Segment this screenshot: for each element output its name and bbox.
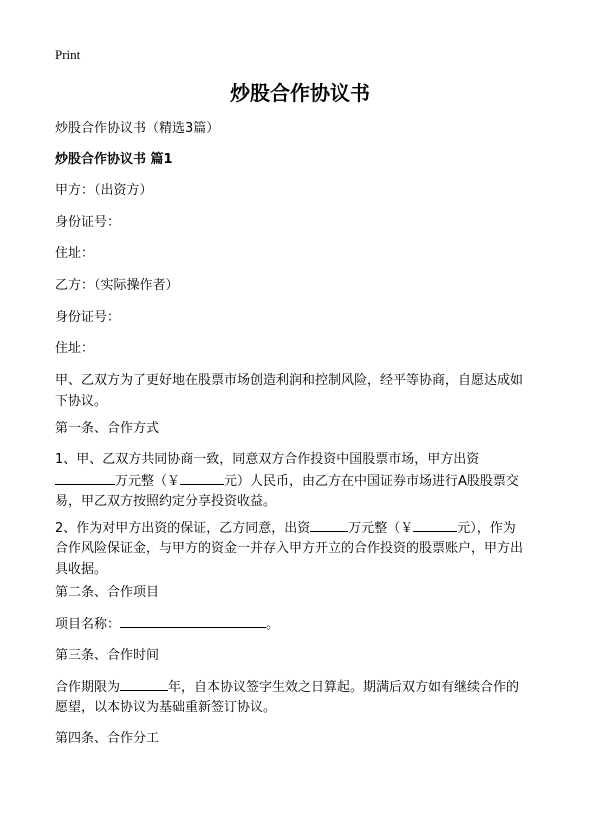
- amount-yuan-blank: [180, 470, 224, 485]
- article-1-para-2-line-3: 具收据。: [55, 562, 108, 577]
- intro-paragraph-line-2: 下协议。: [55, 394, 108, 409]
- deposit-text-a: 2、作为对甲方出资的保证，乙方同意，出资: [55, 521, 311, 536]
- project-name-blank: [120, 613, 266, 628]
- party-b-address-line: 住址：: [55, 341, 95, 356]
- amount-blank: [55, 470, 115, 485]
- intro-paragraph-line-1: 甲、乙双方为了更好地在股票市场创造利润和控制风险，经平等协商，自愿达成如: [55, 373, 524, 388]
- article-1-para-2-line-2: 合作风险保证金，与甲方的资金一并存入甲方开立的合作投资的股票账户，甲方出: [55, 541, 524, 556]
- article-3-title: 第三条、合作时间: [55, 648, 160, 663]
- article-1-para-2-line-1: [55, 517, 555, 539]
- amount-text-a: 万元整（￥: [115, 474, 181, 489]
- term-years-blank: [120, 676, 168, 691]
- party-a-address-line: 住址：: [55, 246, 95, 261]
- amount-text-b: 元）人民币，由乙方在中国证券市场进行A股股票交: [224, 474, 519, 489]
- article-1-title: 第一条、合作方式: [55, 421, 160, 436]
- term-text-b: 年，自本协议签字生效之日算起。期满后双方如有继续合作的: [168, 680, 520, 695]
- term-text-a: 合作期限为: [55, 680, 121, 695]
- document-subtitle: 炒股合作协议书（精选3篇）: [55, 121, 220, 136]
- party-a-line: 甲方：（出资方）: [55, 183, 153, 198]
- article-1-para-1-line-3: 易，甲乙双方按照约定分享投资收益。: [55, 494, 277, 509]
- article-1-para-1-line-1: 1、甲、乙双方共同协商一致，同意双方合作投资中国股票市场，甲方出资: [55, 452, 480, 467]
- term-line-1: [55, 676, 555, 698]
- deposit-blank: [310, 517, 348, 532]
- term-line-2: 愿望，以本协议为基础重新签订协议。: [55, 700, 277, 715]
- article-1-para-1-line-2: [55, 470, 555, 492]
- deposit-text-c: 元），作为: [457, 521, 516, 536]
- party-b-line: 乙方：（实际操作者）: [55, 278, 179, 293]
- project-name-line: [55, 613, 555, 635]
- print-link[interactable]: Print: [55, 47, 81, 62]
- document-title: 炒股合作协议书: [230, 81, 370, 105]
- party-a-id-line: 身份证号：: [55, 215, 121, 230]
- deposit-text-b: 万元整（￥: [348, 521, 414, 536]
- project-name-label: 项目名称：: [55, 617, 121, 632]
- deposit-yuan-blank: [413, 517, 457, 532]
- project-name-end: 。: [266, 617, 280, 632]
- party-b-id-line: 身份证号：: [55, 310, 121, 325]
- article-2-title: 第二条、合作项目: [55, 585, 160, 600]
- article-4-title: 第四条、合作分工: [55, 731, 160, 746]
- section-heading: 炒股合作协议书 篇1: [55, 152, 173, 167]
